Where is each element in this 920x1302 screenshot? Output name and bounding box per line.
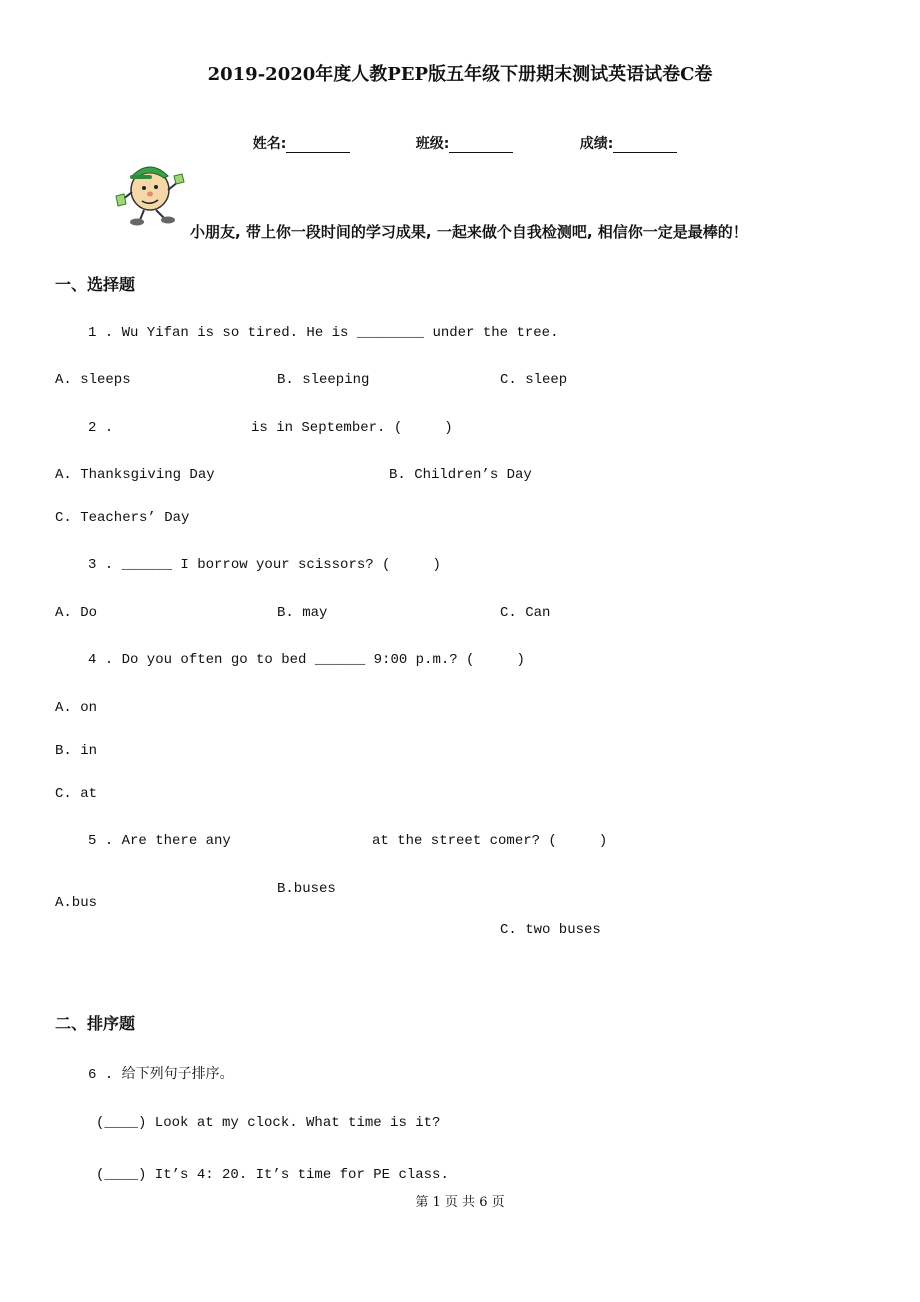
name-label: 姓名: [252,136,287,152]
score-blank [613,138,677,153]
section-heading-choice: 一、选择题 [55,275,136,294]
name-blank [286,138,350,153]
score-field [570,117,677,153]
page-title: 2019-2020年度人教PEP版五年级下册期末测试英语试卷C卷 [207,64,713,85]
question-3: 3 . ______ I borrow your scissors? ( ) [88,557,441,573]
q1-option-a: A. sleeps [55,372,131,388]
q5-option-c: C. two buses [500,922,601,938]
q3-option-c: C. Can [500,605,551,621]
question-5-end: at the street comer? ( ) [372,833,608,849]
q6-sentence-2: (____) It’s 4: 20. It’s time for PE class. [96,1167,449,1183]
q2-option-c: C. Teachers’ Day [55,510,190,526]
encouragement-text: 小朋友, 带上你一段时间的学习成果, 一起来做个自我检测吧, 相信你一定是最棒的！ [190,223,748,241]
q4-option-b: B. in [55,743,98,759]
q4-option-a: A. on [55,700,98,716]
q3-option-a: A. Do [55,605,98,621]
q5-option-b: B.buses [277,881,336,897]
page-footer: 第 1 页 共 6 页 [415,1195,505,1210]
q3-option-b: B. may [277,605,328,621]
question-5-start: 5 . Are there any [88,833,231,849]
q2-option-b: B. Children’s Day [389,467,532,483]
question-4: 4 . Do you often go to bed ______ 9:00 p.m.? ( ) [88,652,525,668]
class-field [406,117,513,153]
q5-option-a: A.bus [55,895,98,911]
question-2-number: 2 . [88,420,114,436]
question-6: 6 . 给下列句子排序。 [88,1067,234,1083]
mascot-illustration [112,160,190,228]
class-label: 班级: [415,136,450,152]
q4-option-c: C. at [55,786,98,802]
q2-option-a: A. Thanksgiving Day [55,467,215,483]
score-label: 成绩: [579,136,614,152]
name-field [243,117,350,153]
question-2: is in September. ( ) [251,420,453,436]
section-heading-ordering: 二、排序题 [55,1014,136,1033]
question-1: 1 . Wu Yifan is so tired. He is ________ under the tree. [88,325,559,341]
q1-option-c: C. sleep [500,372,568,388]
q6-sentence-1: (____) Look at my clock. What time is it? [96,1115,441,1131]
q1-option-b: B. sleeping [277,372,370,388]
class-blank [449,138,513,153]
